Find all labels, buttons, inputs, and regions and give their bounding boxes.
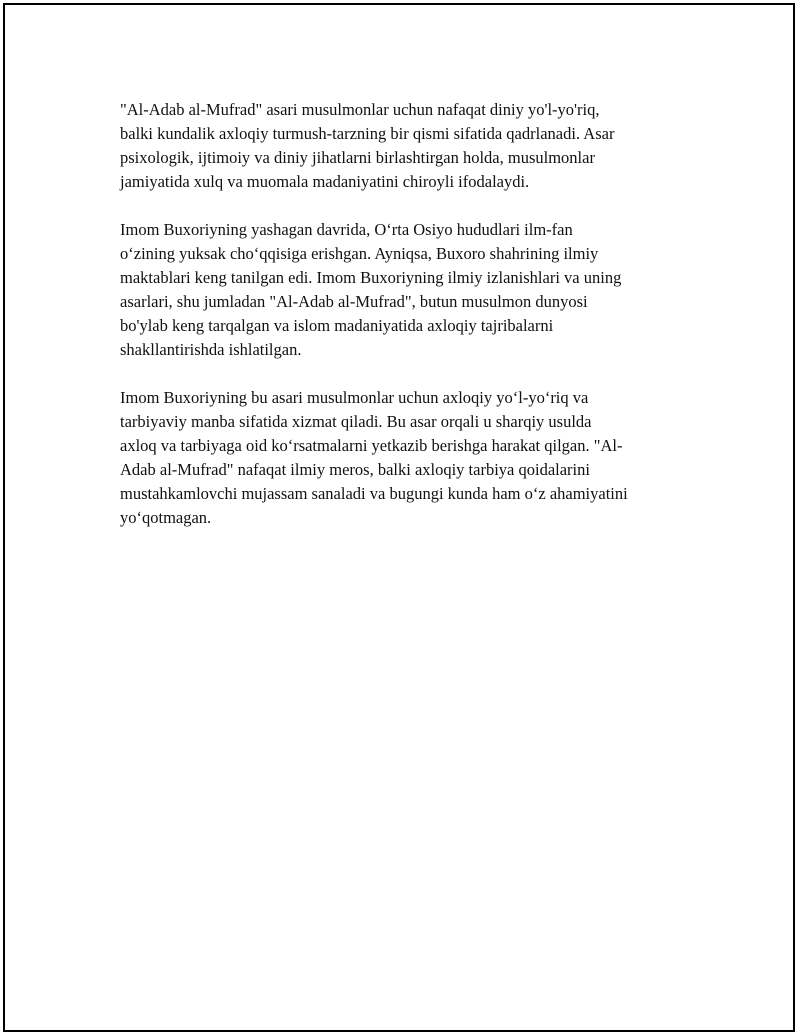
document-page <box>3 3 795 1032</box>
paragraph-1 <box>120 98 700 194</box>
text-line: psixologik, ijtimoiy va diniy jihatlarni birlashtirgan holda, musulmonlar <box>120 148 595 167</box>
text-line: yo‘qotmagan. <box>120 508 212 527</box>
paragraph-2 <box>120 218 700 362</box>
text-line: Adab al-Mufrad" nafaqat ilmiy meros, balki axloqiy tarbiya qoidalarini <box>120 460 590 479</box>
text-line: jamiyatida xulq va muomala madaniyatini chiroyli ifodalaydi. <box>120 172 530 191</box>
text-line: asarlari, shu jumladan "Al-Adab al-Mufrad", butun musulmon dunyosi <box>120 292 588 311</box>
document-body <box>120 98 700 554</box>
paragraph-3 <box>120 386 700 530</box>
text-line: balki kundalik axloqiy turmush-tarzning bir qismi sifatida qadrlanadi. Asar <box>120 124 615 143</box>
text-line: shakllantirishda ishlatilgan. <box>120 340 302 359</box>
text-line: mustahkamlovchi mujassam sanaladi va bugungi kunda ham o‘z ahamiyatini <box>120 484 628 503</box>
text-line: Imom Buxoriyning yashagan davrida, O‘rta Osiyo hududlari ilm-fan <box>120 220 573 239</box>
text-line: axloq va tarbiyaga oid ko‘rsatmalarni yetkazib berishga harakat qilgan. "Al- <box>120 436 623 455</box>
text-line: "Al-Adab al-Mufrad" asari musulmonlar uchun nafaqat diniy yo'l-yo'riq, <box>120 100 600 119</box>
text-line: maktablari keng tanilgan edi. Imom Buxoriyning ilmiy izlanishlari va uning <box>120 268 622 287</box>
text-line: bo'ylab keng tarqalgan va islom madaniyatida axloqiy tajribalarni <box>120 316 554 335</box>
text-line: Imom Buxoriyning bu asari musulmonlar uchun axloqiy yo‘l-yo‘riq va <box>120 388 589 407</box>
text-line: tarbiyaviy manba sifatida xizmat qiladi. Bu asar orqali u sharqiy usulda <box>120 412 592 431</box>
text-line: o‘zining yuksak cho‘qqisiga erishgan. Ayniqsa, Buxoro shahrining ilmiy <box>120 244 599 263</box>
